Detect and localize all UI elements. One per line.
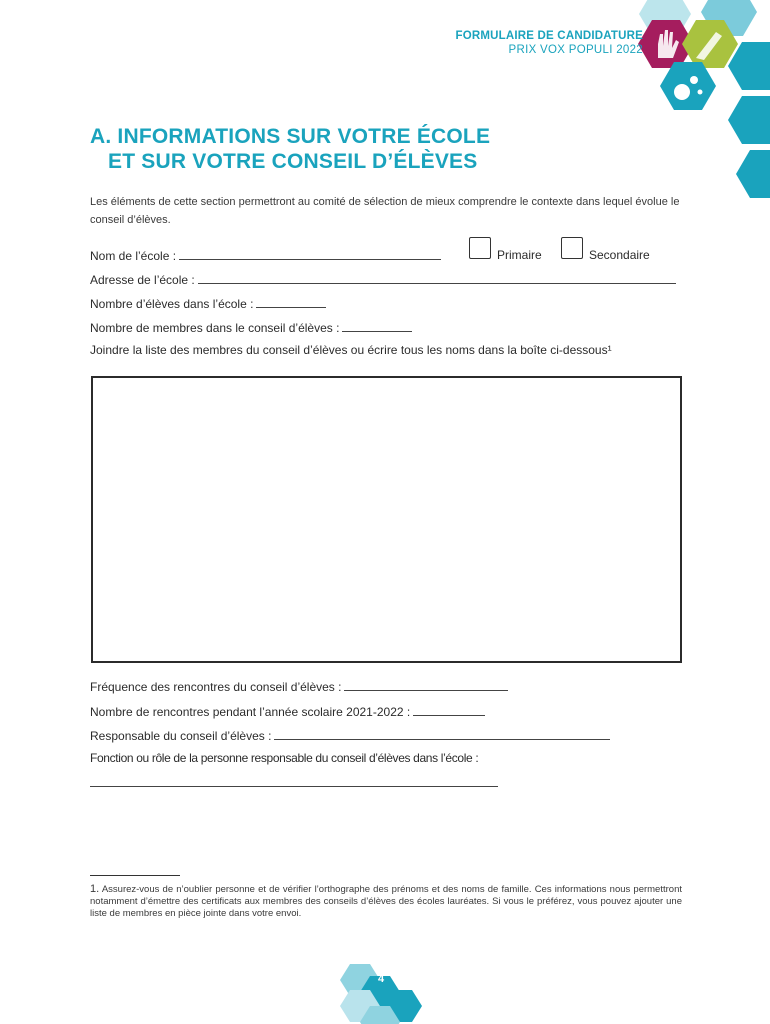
members-textarea[interactable] — [91, 376, 682, 663]
responsible-role-label: Fonction ou rôle de la personne responsable du conseil d’élèves dans l’école : — [90, 751, 479, 765]
school-name-field[interactable] — [179, 247, 441, 260]
responsible-label: Responsable du conseil d’élèves : — [90, 729, 272, 743]
header-title: FORMULAIRE DE CANDIDATURE — [455, 30, 643, 42]
members-instruction: Joindre la liste des membres du conseil d’élèves ou écrire tous les noms dans la boîte ci-dessous¹ — [90, 343, 612, 357]
address-label: Adresse de l’école : — [90, 273, 195, 287]
student-count-row — [90, 295, 326, 311]
frequency-row — [90, 678, 508, 694]
section-title — [90, 124, 490, 174]
page-number: 4 — [378, 973, 385, 985]
primary-label: Primaire — [497, 248, 542, 262]
meetings-count-label: Nombre de rencontres pendant l’année scolaire 2021-2022 : — [90, 705, 411, 719]
responsible-role-field[interactable] — [90, 786, 498, 787]
footnote-divider — [90, 875, 180, 876]
student-count-field[interactable] — [256, 295, 326, 308]
address-field[interactable] — [198, 271, 676, 284]
member-count-field[interactable] — [342, 319, 412, 332]
section-title-line1: A. INFORMATIONS SUR VOTRE ÉCOLE — [90, 125, 491, 148]
address-row — [90, 271, 676, 287]
secondary-label: Secondaire — [589, 248, 650, 262]
footnote-number: 1. — [90, 883, 100, 895]
footnote — [90, 883, 682, 920]
frequency-field[interactable] — [344, 678, 508, 691]
member-count-label: Nombre de membres dans le conseil d’élèves : — [90, 321, 340, 335]
meetings-count-row — [90, 703, 485, 719]
primary-checkbox[interactable] — [469, 237, 491, 259]
student-count-label: Nombre d’élèves dans l’école : — [90, 297, 254, 311]
header-subtitle: PRIX VOX POPULI 2022 — [508, 44, 643, 56]
section-intro: Les éléments de cette section permettront au comité de sélection de mieux comprendre le contexte dans lequel évolue le conseil d’élèves. — [90, 196, 680, 226]
meetings-count-field[interactable] — [413, 703, 485, 716]
school-name-row — [90, 247, 441, 263]
responsible-row — [90, 727, 610, 743]
hexagon-decoration-icon — [630, 0, 770, 200]
frequency-label: Fréquence des rencontres du conseil d’élèves : — [90, 680, 342, 694]
secondary-checkbox[interactable] — [561, 237, 583, 259]
section-title-line2: ET SUR VOTRE CONSEIL D’ÉLÈVES — [108, 150, 478, 173]
primary-option — [469, 237, 542, 262]
responsible-field[interactable] — [274, 727, 610, 740]
member-count-row — [90, 319, 412, 335]
footnote-text: Assurez-vous de n’oublier personne et de vérifier l’orthographe des prénoms et des noms de famille. Ces informations nous permettront notamment d’émettre des certificats aux membres des conseils d’élèves des écoles lauréates. Si vous le préférez, vous pouvez ajouter une liste de membres en pièce jointe dans votre envoi. — [90, 884, 682, 919]
page-number-hexagons-icon — [336, 960, 426, 1024]
school-name-label: Nom de l’école : — [90, 249, 177, 263]
secondary-option — [561, 237, 650, 262]
